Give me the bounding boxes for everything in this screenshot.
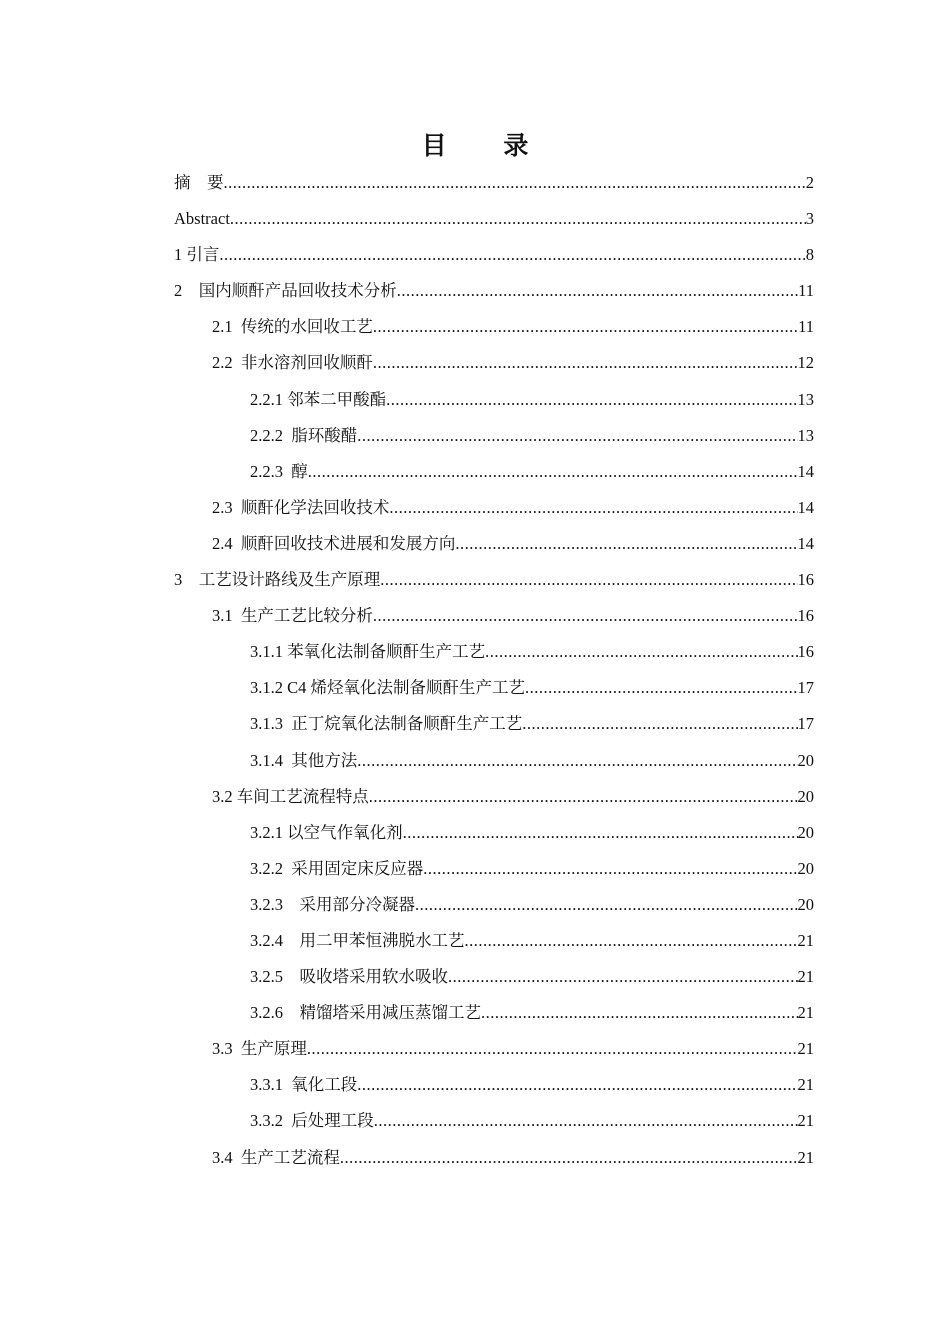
toc-entry-text: 3.1.3 正丁烷氧化法制备顺酐生产工艺 — [250, 714, 523, 734]
dot-leader — [373, 309, 798, 345]
toc-entry[interactable] — [174, 1031, 814, 1067]
dot-leader — [386, 382, 797, 418]
toc-entry[interactable] — [174, 706, 814, 742]
toc-entry-text: 2.4 顺酐回收技术进展和发展方向 — [212, 533, 456, 553]
toc-entry-page: 14 — [797, 533, 814, 553]
toc-entry-text: 3.4 生产工艺流程 — [212, 1147, 340, 1167]
toc-entry[interactable] — [174, 345, 814, 381]
toc-entry-page: 21 — [797, 930, 814, 950]
toc-entry-text: 3.2.1 以空气作氧化剂 — [250, 822, 403, 842]
toc-entry-page: 16 — [797, 642, 814, 662]
toc-entry[interactable] — [174, 887, 814, 923]
toc-entry-text: 2.3 顺酐化学法回收技术 — [212, 497, 390, 517]
toc-entry-page: 16 — [797, 606, 814, 626]
dot-leader — [230, 201, 806, 237]
toc-entry[interactable] — [174, 995, 814, 1031]
toc-entry[interactable] — [174, 670, 814, 706]
toc-entry-text: 3.2.6 精馏塔采用减压蒸馏工艺 — [250, 1003, 481, 1023]
toc-entry[interactable] — [174, 309, 814, 345]
toc-title: 目 录 — [421, 131, 553, 160]
dot-leader — [525, 670, 797, 706]
toc-entry-page: 20 — [797, 786, 814, 806]
dot-leader — [374, 1103, 798, 1139]
toc-entry[interactable] — [174, 562, 814, 598]
dot-leader — [448, 959, 798, 995]
toc-entry-text: 3.2.4 用二甲苯恒沸脱水工艺 — [250, 930, 465, 950]
toc-entry-text: 3.2.2 采用固定床反应器 — [250, 858, 424, 878]
toc-entry[interactable] — [174, 779, 814, 815]
toc-entry-text: 3.2 车间工艺流程特点 — [212, 786, 369, 806]
toc-entry-text: 1 引言 — [174, 245, 220, 265]
toc-entry-text: 摘 要 — [174, 173, 224, 192]
toc-entry-page: 20 — [797, 750, 814, 770]
toc-entry-text: 2.2 非水溶剂回收顺酐 — [212, 353, 373, 373]
dot-leader — [340, 1140, 798, 1176]
dot-leader — [380, 562, 797, 598]
toc-entry[interactable] — [174, 634, 814, 670]
toc-entry[interactable] — [174, 1067, 814, 1103]
toc-entry-page: 8 — [805, 245, 814, 265]
toc-entry-page: 3 — [805, 209, 814, 229]
toc-entry-page: 21 — [797, 1111, 814, 1131]
dot-leader — [465, 923, 798, 959]
toc-entry-text: 3.1.1 苯氧化法制备顺酐生产工艺 — [250, 642, 486, 662]
toc-entry-page: 20 — [797, 822, 814, 842]
toc-entry-page: 17 — [797, 678, 814, 698]
dot-leader — [389, 490, 797, 526]
toc-entry[interactable] — [174, 1103, 814, 1139]
toc-entry-text: 2.2.1 邻苯二甲酸酯 — [250, 389, 387, 409]
toc-entry[interactable] — [174, 418, 814, 454]
dot-leader — [373, 345, 798, 381]
toc-entry-page: 16 — [797, 570, 814, 590]
toc-entry-page: 11 — [798, 317, 814, 337]
toc-entry-text: 2 国内顺酐产品回收技术分析 — [174, 281, 397, 301]
dot-leader — [455, 526, 797, 562]
toc-entry-text: 3.2.3 采用部分冷凝器 — [250, 894, 415, 914]
toc-entry-text: 2.1 传统的水回收工艺 — [212, 317, 373, 337]
toc-entry[interactable] — [174, 454, 814, 490]
toc-entry-page: 20 — [797, 858, 814, 878]
dot-leader — [224, 165, 806, 201]
toc-entry[interactable] — [174, 165, 814, 201]
dot-leader — [423, 851, 797, 887]
toc-entry-page: 13 — [797, 425, 814, 445]
toc-entry-page: 12 — [797, 353, 814, 373]
dot-leader — [219, 237, 805, 273]
toc-entry[interactable] — [174, 959, 814, 995]
toc-entry-page: 11 — [798, 281, 814, 301]
dot-leader — [397, 273, 798, 309]
toc-entry[interactable] — [174, 815, 814, 851]
dot-leader — [403, 815, 798, 851]
toc-entry-page: 21 — [797, 1147, 814, 1167]
toc-entry-page: 17 — [797, 714, 814, 734]
toc-entry-page: 20 — [797, 894, 814, 914]
toc-entry-page: 21 — [797, 1075, 814, 1095]
toc-entry[interactable] — [174, 743, 814, 779]
toc-entry-page: 21 — [797, 1039, 814, 1059]
toc-entry-page: 13 — [797, 389, 814, 409]
toc-entry-text: 3.3.1 氧化工段 — [250, 1075, 358, 1095]
toc-entry-page: 21 — [797, 1003, 814, 1023]
toc-entry[interactable] — [174, 201, 814, 237]
toc-entry-page: 14 — [797, 461, 814, 481]
dot-leader — [481, 995, 798, 1031]
dot-leader — [485, 634, 797, 670]
toc-entry-page: 21 — [797, 967, 814, 987]
toc-entry-text: 3.3.2 后处理工段 — [250, 1111, 374, 1131]
dot-leader — [357, 743, 797, 779]
toc-entry-text: 3.1.4 其他方法 — [250, 750, 358, 770]
toc-entry-text: Abstract — [174, 209, 230, 229]
toc-entry[interactable] — [174, 598, 814, 634]
toc-entry[interactable] — [174, 490, 814, 526]
dot-leader — [369, 779, 798, 815]
toc-entry[interactable] — [174, 851, 814, 887]
toc-entry-text: 2.2.3 醇 — [250, 461, 308, 481]
toc-entry-text: 3.1.2 C4 烯烃氧化法制备顺酐生产工艺 — [250, 678, 526, 698]
dot-leader — [308, 454, 798, 490]
toc-entry-text: 3.2.5 吸收塔采用软水吸收 — [250, 967, 448, 987]
table-of-contents — [174, 165, 814, 1176]
toc-entry-text: 2.2.2 脂环酸醋 — [250, 425, 358, 445]
toc-entry[interactable] — [174, 273, 814, 309]
toc-entry-page: 14 — [797, 497, 814, 517]
toc-entry-page: 2 — [805, 173, 814, 192]
toc-entry-text: 3.1 生产工艺比较分析 — [212, 606, 373, 626]
toc-entry[interactable] — [174, 526, 814, 562]
toc-entry[interactable] — [174, 1140, 814, 1176]
toc-entry-text: 3 工艺设计路线及生产原理 — [174, 570, 381, 590]
toc-entry-text: 3.3 生产原理 — [212, 1039, 307, 1059]
dot-leader — [415, 887, 798, 923]
dot-leader — [522, 706, 797, 742]
toc-entry[interactable] — [174, 923, 814, 959]
dot-leader — [357, 418, 797, 454]
toc-entry[interactable] — [174, 382, 814, 418]
dot-leader — [357, 1067, 797, 1103]
toc-entry[interactable] — [174, 237, 814, 273]
dot-leader — [307, 1031, 798, 1067]
dot-leader — [373, 598, 798, 634]
